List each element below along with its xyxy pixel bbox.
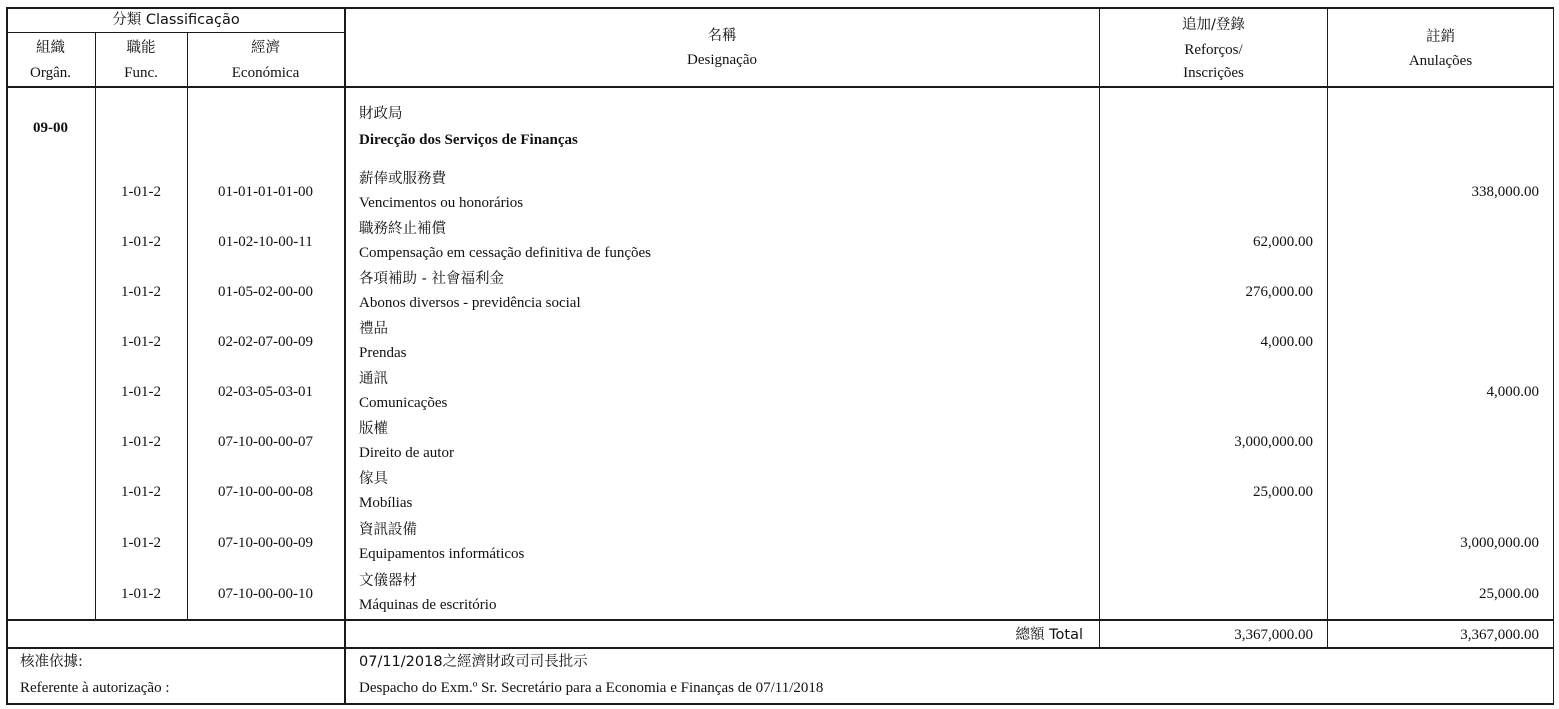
add-header-pt2: Inscrições [1183,65,1244,81]
row-func: 1-01-2 [121,535,161,551]
row-cancel: 3,000,000.00 [1460,535,1539,551]
col-divider-func [187,32,188,620]
cancel-header-pt: Anulações [1408,53,1473,69]
col-divider-econ [344,7,346,704]
col-divider-name [1099,7,1100,648]
border-top [6,7,1554,9]
row-cancel: 25,000.00 [1479,586,1539,602]
row-name-zh: 禮品 [359,321,388,337]
organ-name-pt: Direcção dos Serviços de Finanças [359,132,578,148]
row-name-zh: 資訊設備 [359,522,417,538]
row-name-pt: Máquinas de escritório [359,597,497,613]
row-add: 4,000.00 [1260,334,1313,350]
total-bottom-line [6,647,1554,649]
row-econ: 07-10-00-00-08 [218,484,313,500]
row-name-pt: Mobílias [359,495,413,511]
organ-code: 09-00 [33,120,68,136]
row-name-zh: 傢具 [359,471,388,487]
row-add: 276,000.00 [1245,284,1313,300]
total-label: 總額 Total [1015,627,1083,643]
row-econ: 02-03-05-03-01 [218,384,313,400]
row-cancel: 338,000.00 [1471,184,1539,200]
row-name-zh: 文儀器材 [359,573,417,589]
row-name-pt: Compensação em cessação definitiva de funções [359,245,651,261]
row-name-pt: Vencimentos ou honorários [359,195,524,211]
func-header-pt: Func. [124,65,158,81]
budget-table [6,7,1554,704]
name-header-pt: Designação [687,52,757,68]
row-name-zh: 版權 [359,421,388,437]
row-add: 25,000.00 [1253,484,1313,500]
add-header-pt1: Reforços/ [1184,42,1243,58]
row-name-zh: 薪俸或服務費 [359,171,446,187]
header-bottom-line [6,86,1554,88]
border-left [6,7,8,704]
row-name-pt: Equipamentos informáticos [359,546,525,562]
row-func: 1-01-2 [121,484,161,500]
add-header-zh: 追加/登錄 [1182,17,1245,33]
authorization-text-zh: 07/11/2018之經濟財政司司長批示 [359,654,588,670]
col-divider-organ [95,32,96,620]
row-func: 1-01-2 [121,384,161,400]
row-econ: 01-02-10-00-11 [218,234,313,250]
authorization-text-pt: Despacho do Exm.º Sr. Secretário para a Economia e Finanças de 07/11/2018 [359,680,824,696]
row-func: 1-01-2 [121,334,161,350]
row-func: 1-01-2 [121,586,161,602]
row-econ: 07-10-00-00-07 [218,434,313,450]
border-right [1553,7,1555,704]
organ-header-pt: Orgân. [30,65,71,81]
row-name-pt: Prendas [359,345,407,361]
body-bottom-line [6,619,1554,621]
row-name-pt: Direito de autor [359,445,454,461]
cancel-header-zh: 註銷 [1426,29,1455,45]
row-name-pt: Comunicações [359,395,448,411]
row-func: 1-01-2 [121,284,161,300]
row-cancel: 4,000.00 [1486,384,1539,400]
row-func: 1-01-2 [121,184,161,200]
organ-header-zh: 組織 [36,40,65,56]
func-header-zh: 職能 [126,40,156,56]
row-func: 1-01-2 [121,434,161,450]
border-bottom [6,703,1554,705]
row-add: 62,000.00 [1253,234,1313,250]
row-econ: 07-10-00-00-09 [218,535,313,551]
name-header-zh: 名稱 [707,28,737,44]
authorization-label-zh: 核准依據: [20,654,83,670]
row-econ: 02-02-07-00-09 [218,334,313,350]
classification-underline [6,32,346,33]
classification-header: 分類 Classificação [112,12,240,28]
total-add: 3,367,000.00 [1234,627,1313,643]
row-name-zh: 各項補助 - 社會福利金 [359,271,504,287]
row-name-zh: 通訊 [359,371,388,387]
row-econ: 01-05-02-00-00 [218,284,313,300]
econ-header-zh: 經濟 [251,40,280,56]
row-name-zh: 職務終止補償 [359,221,446,237]
organ-name-zh: 財政局 [359,106,403,122]
row-name-pt: Abonos diversos - previdência social [359,295,581,311]
econ-header-pt: Económica [231,65,300,81]
row-econ: 07-10-00-00-10 [218,586,313,602]
total-cancel: 3,367,000.00 [1460,627,1539,643]
row-func: 1-01-2 [121,234,161,250]
row-econ: 01-01-01-01-00 [218,184,313,200]
row-add: 3,000,000.00 [1234,434,1313,450]
authorization-label-pt: Referente à autorização : [20,680,170,696]
